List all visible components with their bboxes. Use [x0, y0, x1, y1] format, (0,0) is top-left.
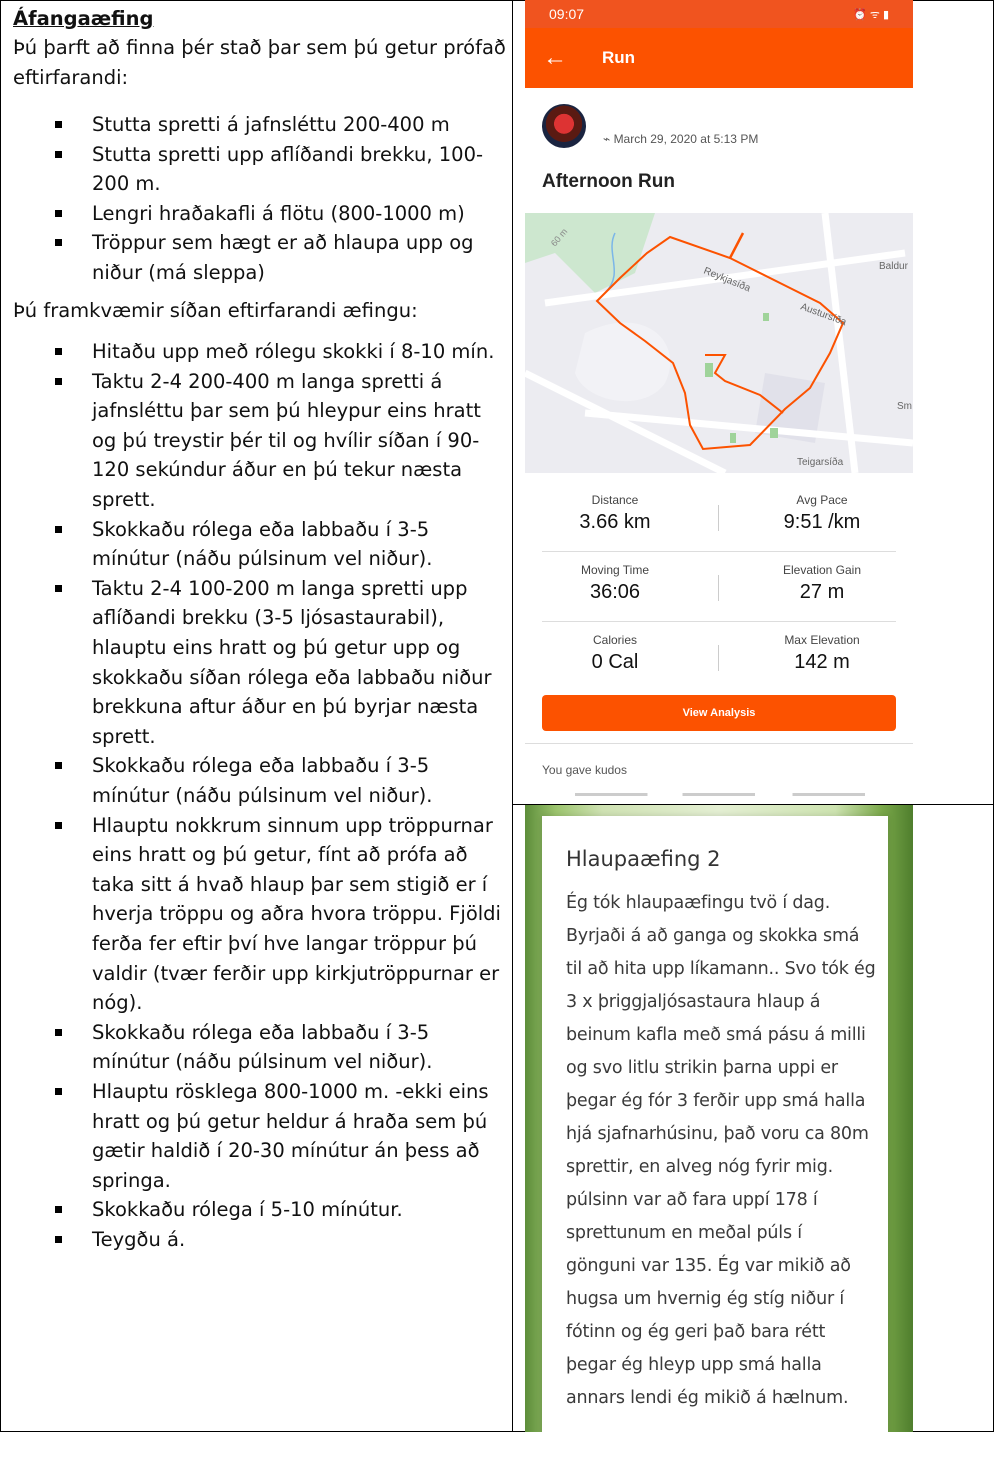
list-item: Hlauptu nokkrum sinnum upp tröppurnar eins hratt og þú getur, fínt að prófa að taka sitt á hvað hlaup þar sem stigið er í hverja tröppu og aðra hvora tröppu. Fjöldi ferða fer eftir því hve langar tröppur þú valdir (tvær ferðir upp kirkjutröppurnar er nóg). [13, 811, 508, 1018]
table-border-middle [512, 0, 513, 1432]
datetime-text: March 29, 2020 at 5:13 PM [613, 132, 759, 146]
list-item: Skokkaðu rólega eða labbaðu í 3-5 mínútur (náðu púlsinum vel niður). [13, 751, 508, 810]
stat-value: 142 m [794, 651, 850, 673]
stat-calories [525, 633, 705, 674]
map-label-reykjasida: Reykjasíða [701, 265, 752, 295]
list-item: Skokkaðu rólega eða labbaðu í 3-5 mínútur (náðu púlsinum vel niður). [13, 1018, 508, 1077]
divider [718, 575, 719, 601]
list-item: Lengri hraðakafli á flötu (800-1000 m) [13, 199, 508, 229]
status-bar [525, 0, 913, 28]
map-label-60m: 60 m [548, 226, 570, 249]
list-item: Teygðu á. [13, 1225, 508, 1255]
scroll-indicator [575, 793, 865, 796]
app-bar [525, 28, 913, 88]
divider [718, 505, 719, 531]
note-body: Ég tók hlaupaæfingu tvö í dag. Byrjaði á að ganga og skokka smá til að hita upp líkamann.. Svo tók ég 3 x þriggjaljósastaura hlaup á beinum kafla með smá pásu á milli og svo litlu strikin þarna uppi er þegar ég fór 3 ferðir upp smá halla hjá sjafnarhúsinu, það voru ca 80m sprettir, en alveg nóg fyrir mig. púlsinn var að fara uppí 178 í sprettunum en meðal púls í gönguni var 135. Ég var mikið að hugsa um hvernig ég stíg niður í fótinn og ég geri það bara rétt þegar ég hleyp upp smá halla annars lendi ég mikið á hælnum. [566, 893, 876, 1408]
shoe-icon: ⌁ [603, 132, 614, 146]
equipment-list [13, 110, 508, 288]
intro-paragraph: Þú þarft að finna þér stað þar sem þú getur prófað eftirfarandi: [13, 36, 506, 89]
map-label-sm: Sm [897, 401, 912, 412]
stat-value: 0 Cal [591, 651, 639, 673]
back-arrow-icon[interactable]: ← [543, 44, 567, 71]
list-item: Hlauptu rösklega 800-1000 m. -ekki eins hratt og þú getur heldur á hraða sem þú gætir haldið í 20-30 mínútur án þess að springa. [13, 1077, 508, 1195]
map-svg [525, 213, 913, 473]
stat-value: 36:06 [589, 581, 641, 603]
activity-datetime [603, 132, 758, 146]
divider [542, 551, 896, 552]
stat-label: Moving Time [580, 563, 650, 577]
note-title: Hlaupaæfing 2 [566, 847, 721, 871]
note-screenshot [525, 805, 913, 1432]
stat-label: Distance [591, 493, 639, 507]
note-card [542, 816, 888, 1432]
document-title: Áfangaæfing [13, 7, 154, 30]
list-item: Taktu 2-4 100-200 m langa spretti upp aflíðandi brekku (3-5 ljósastaurabil), hlauptu eins hratt og þú getur upp og skokkaðu síðan rólega eða labbaðu niður brekkuna aftur áður en þú byrjar næsta sprett. [13, 574, 508, 752]
route-map[interactable] [525, 213, 913, 473]
table-border-left [0, 0, 1, 1432]
map-label-austursida: Austursíða [798, 301, 848, 329]
list-item: Tröppur sem hægt er að hlaupa upp og niður (má sleppa) [13, 228, 508, 287]
list-item: Skokkaðu rólega í 5-10 mínútur. [13, 1195, 508, 1225]
list-item: Stutta spretti á jafnsléttu 200-400 m [13, 110, 508, 140]
divider [525, 743, 913, 744]
activity-title: Afternoon Run [542, 171, 675, 192]
map-label-teigarsida: Teigarsíða [797, 457, 844, 468]
status-icons: ⏰ ᯤ ▮ [853, 8, 889, 21]
divider [542, 621, 896, 622]
exercise-list [13, 337, 508, 1254]
stat-elevation-gain [732, 563, 912, 604]
avatar[interactable] [542, 104, 586, 148]
app-title: Run [602, 48, 636, 67]
stat-value: 27 m [799, 581, 845, 603]
stat-avg-pace [732, 493, 912, 534]
stat-distance [525, 493, 705, 534]
kudos-text: You gave kudos [542, 763, 627, 777]
stat-label: Calories [592, 633, 637, 647]
map-label-baldur: Baldur [879, 261, 908, 272]
left-text-column [13, 4, 508, 1254]
list-item: Stutta spretti upp aflíðandi brekku, 100-200 m. [13, 140, 508, 199]
stat-max-elevation [732, 633, 912, 674]
status-time: 09:07 [549, 6, 585, 22]
exercise-intro: Þú framkvæmir síðan eftirfarandi æfingu: [13, 298, 418, 322]
stat-label: Elevation Gain [782, 563, 862, 577]
stat-moving-time [525, 563, 705, 604]
view-analysis-button[interactable]: View Analysis [542, 695, 896, 731]
list-item: Taktu 2-4 200-400 m langa spretti á jafnsléttu þar sem þú hleypur eins hratt og þú treystir þér til og hvílir síðan í 90-120 sekúndur áður en þú tekur næsta sprett. [13, 367, 508, 515]
strava-screenshot [525, 0, 913, 803]
stat-label: Max Elevation [784, 633, 860, 647]
stat-value: 3.66 km [579, 511, 651, 533]
stat-value: 9:51 /km [783, 511, 861, 533]
list-item: Skokkaðu rólega eða labbaðu í 3-5 mínútur (náðu púlsinum vel niður). [13, 515, 508, 574]
list-item: Hitaðu upp með rólegu skokki í 8-10 mín. [13, 337, 508, 367]
stat-label: Avg Pace [796, 493, 848, 507]
divider [718, 645, 719, 671]
